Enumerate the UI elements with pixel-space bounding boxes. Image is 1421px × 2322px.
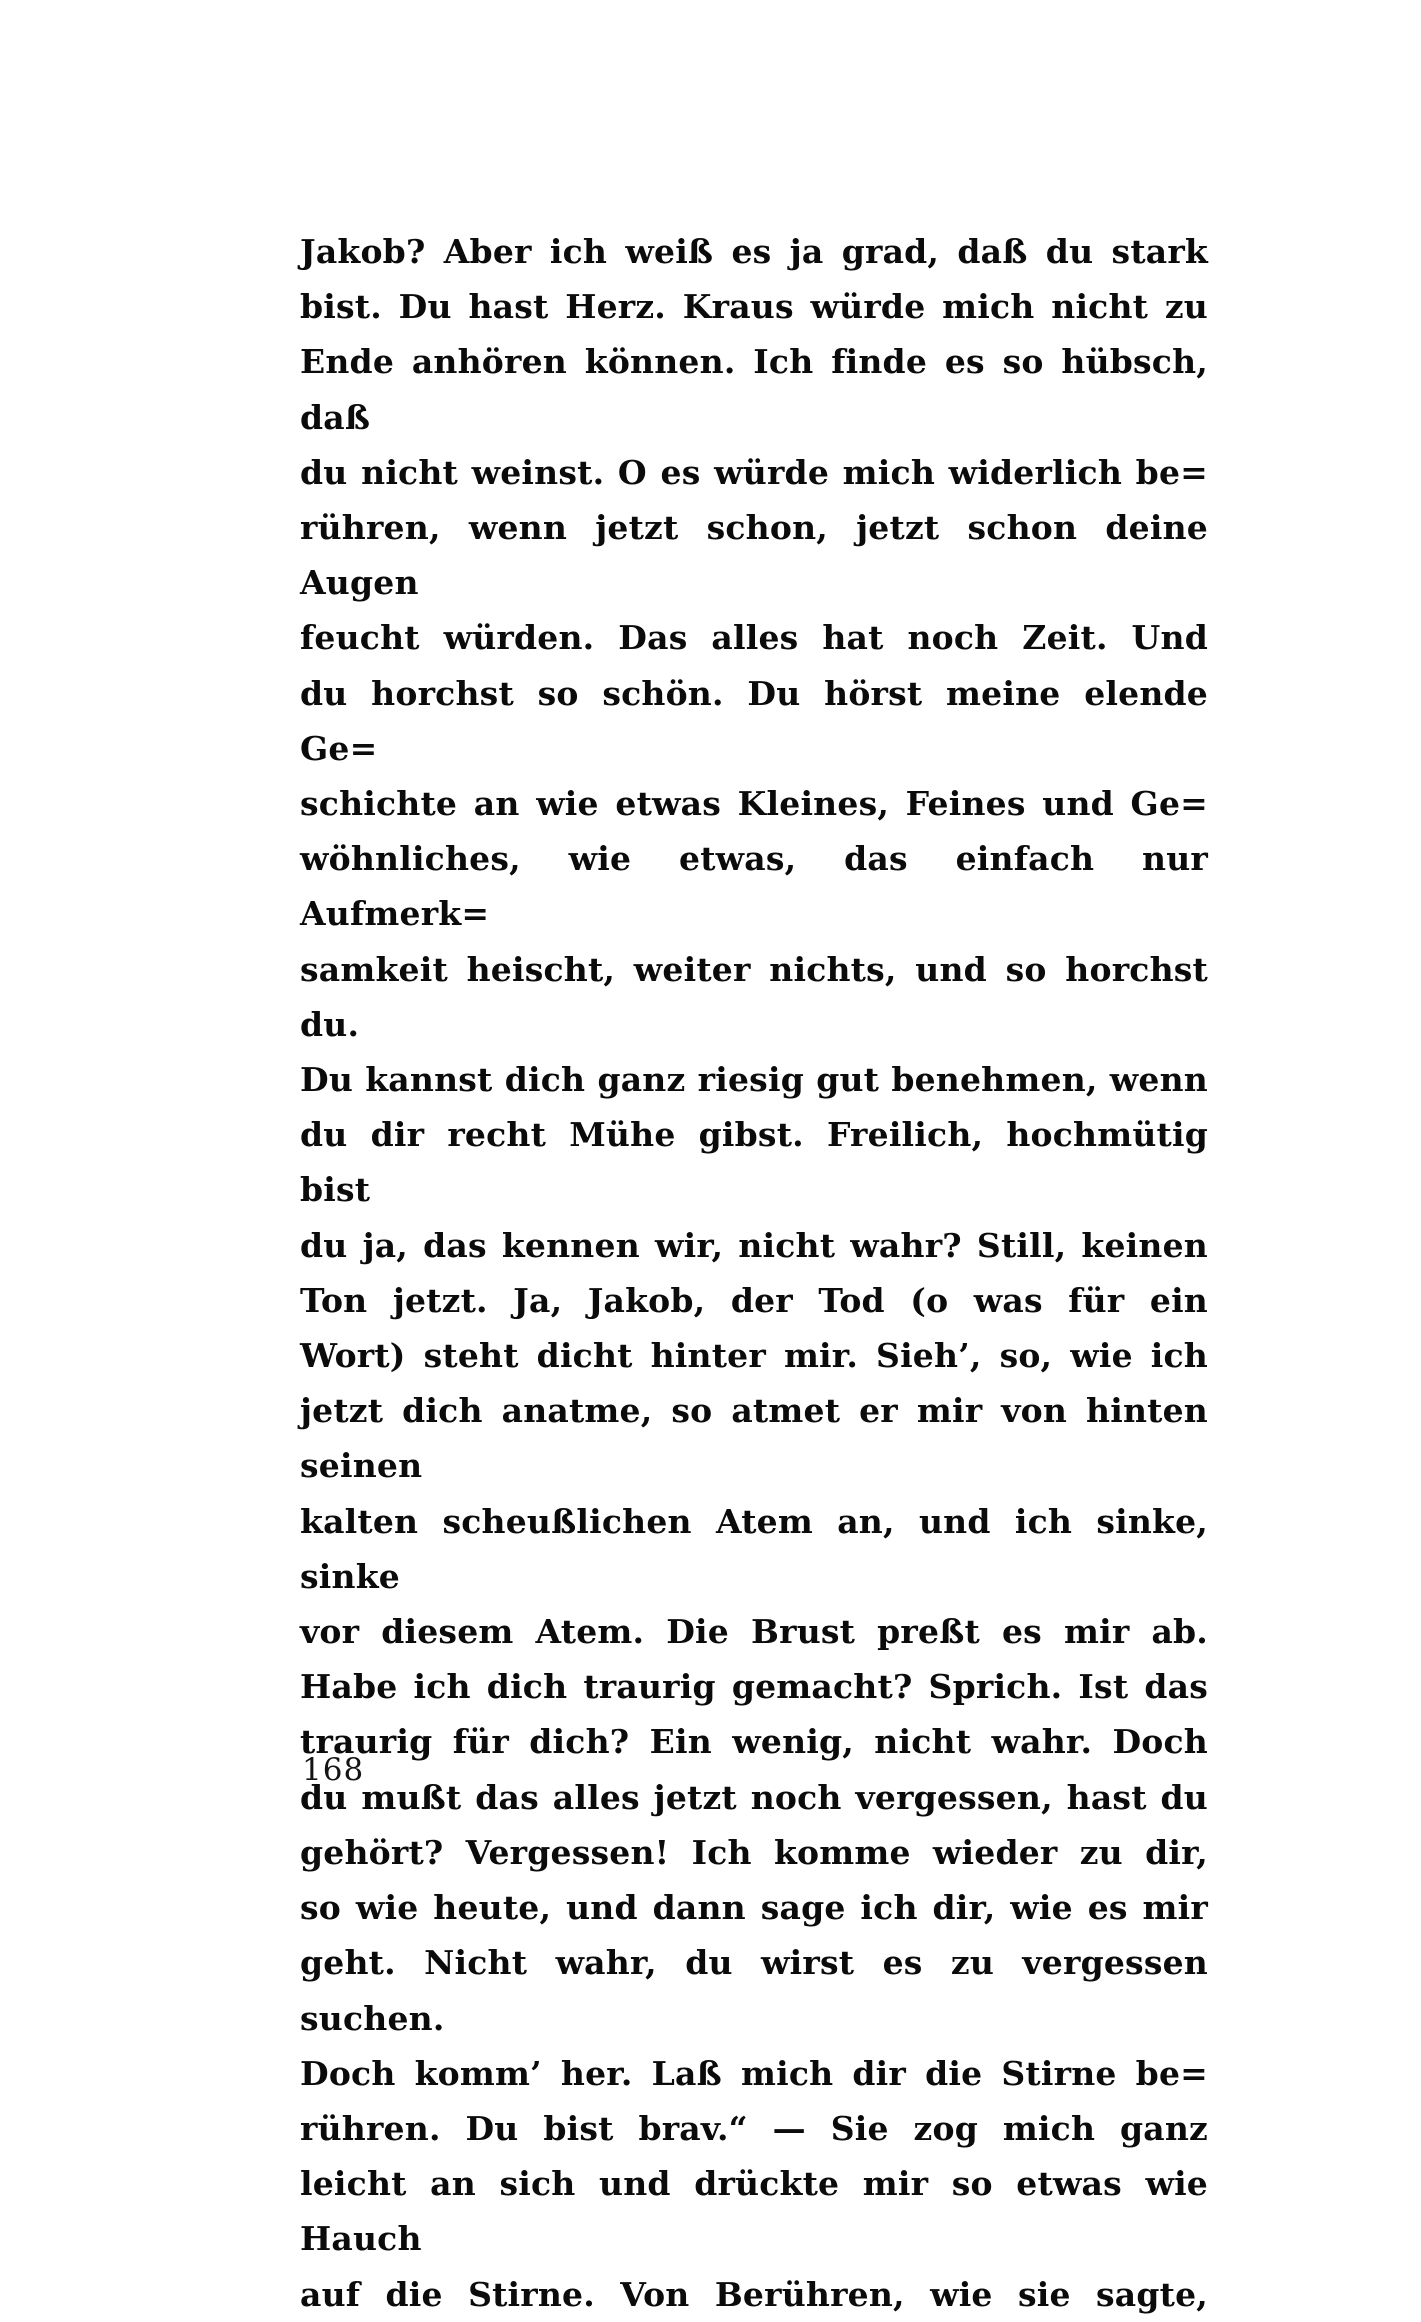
text-line: du mußt das alles jetzt noch vergessen, hast du — [300, 1777, 1208, 1817]
text-line: Du kannst dich ganz riesig gut benehmen, wenn — [300, 1060, 1208, 1100]
text-line: samkeit heischt, weiter nichts, und so horchst du. — [300, 949, 1208, 1044]
text-line: Jakob? Aber ich weiß es ja grad, daß du stark — [300, 232, 1208, 271]
text-line: feucht würden. Das alles hat noch Zeit. Und — [300, 618, 1208, 658]
text-line: vor diesem Atem. Die Brust preßt es mir ab. — [300, 1612, 1208, 1652]
text-line: Wort) steht dicht hinter mir. Sieh’, so, wie ich — [300, 1336, 1208, 1376]
text-line: Habe ich dich traurig gemacht? Sprich. Ist das — [300, 1667, 1208, 1707]
body-text — [300, 224, 1208, 2322]
page-number: 168 — [302, 1752, 365, 1788]
text-line: traurig für dich? Ein wenig, nicht wahr. Doch — [300, 1722, 1208, 1762]
text-line: Ende anhören können. Ich finde es so hübsch, daß — [300, 342, 1208, 437]
text-line: gehört? Vergessen! Ich komme wieder zu dir, — [300, 1832, 1208, 1872]
text-line: geht. Nicht wahr, du wirst es zu vergessen suchen. — [300, 1943, 1208, 2038]
text-line: rühren, wenn jetzt schon, jetzt schon deine Augen — [300, 508, 1208, 603]
text-line: leicht an sich und drückte mir so etwas wie Hauch — [300, 2164, 1208, 2259]
text-line: Doch komm’ her. Laß mich dir die Stirne be= — [300, 2053, 1208, 2093]
text-line: rühren. Du bist brav.“ — Sie zog mich ganz — [300, 2108, 1208, 2148]
text-line: du dir recht Mühe gibst. Freilich, hochmütig bist — [300, 1115, 1208, 1210]
text-line: jetzt dich anatme, so atmet er mir von hinten seinen — [300, 1391, 1208, 1486]
text-line: du ja, das kennen wir, nicht wahr? Still, keinen — [300, 1225, 1208, 1265]
text-line: schichte an wie etwas Kleines, Feines und Ge= — [300, 784, 1208, 824]
text-line: bist. Du hast Herz. Kraus würde mich nicht zu — [300, 287, 1208, 327]
text-line: du horchst so schön. Du hörst meine elende Ge= — [300, 673, 1208, 768]
text-line: so wie heute, und dann sage ich dir, wie es mir — [300, 1888, 1208, 1928]
text-line: Ton jetzt. Ja, Jakob, der Tod (o was für ein — [300, 1280, 1208, 1320]
text-line: wöhnliches, wie etwas, das einfach nur Aufmerk= — [300, 839, 1208, 934]
text-line: auf die Stirne. Von Berühren, wie sie sagte, — [300, 2274, 1208, 2314]
text-line: kalten scheußlichen Atem an, und ich sinke, sinke — [300, 1501, 1208, 1596]
text-line: du nicht weinst. O es würde mich widerlich be= — [300, 452, 1208, 492]
